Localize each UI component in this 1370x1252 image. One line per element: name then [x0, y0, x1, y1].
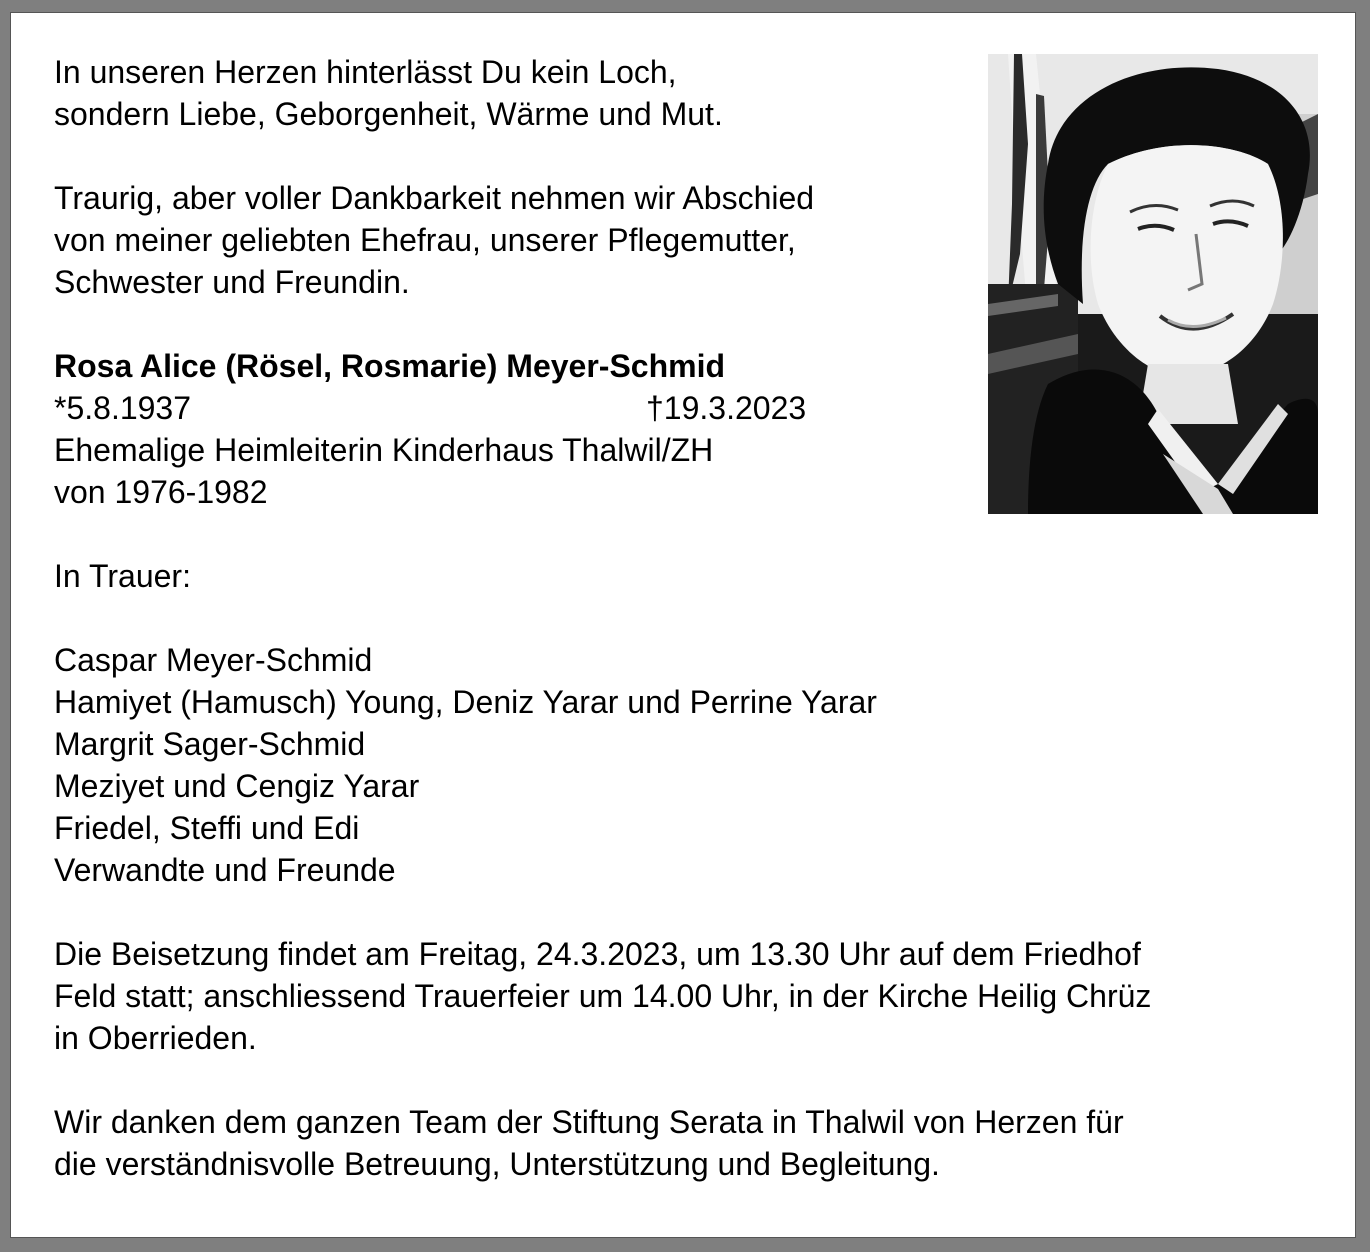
funeral-line-2: Feld statt; anschliessend Trauerfeier um 14.00 Uhr, in der Kirche Heilig Chrüz: [54, 978, 1152, 1014]
role-line-2: von 1976-1982: [54, 474, 268, 510]
farewell-line-2: von meiner geliebten Ehefrau, unserer Pflegemutter,: [54, 222, 796, 258]
thanks-line-2: die verständnisvolle Betreuung, Unterstützung und Begleitung.: [54, 1146, 940, 1182]
mourner-name: Meziyet und Cengiz Yarar: [54, 768, 420, 804]
mourner-name: Friedel, Steffi und Edi: [54, 810, 360, 846]
farewell-line-3: Schwester und Freundin.: [54, 264, 410, 300]
funeral-line-1: Die Beisetzung findet am Freitag, 24.3.2023, um 13.30 Uhr auf dem Friedhof: [54, 936, 1141, 972]
birth-date: *5.8.1937: [54, 390, 192, 426]
mourner-name: Verwandte und Freunde: [54, 852, 396, 888]
intro-line-1: In unseren Herzen hinterlässt Du kein Loch,: [54, 54, 677, 90]
mourners-heading: In Trauer:: [54, 558, 191, 594]
obituary-page: [10, 12, 1356, 1238]
thanks-line-1: Wir danken dem ganzen Team der Stiftung Serata in Thalwil von Herzen für: [54, 1104, 1124, 1140]
portrait-photo-icon: [988, 54, 1318, 514]
mourners-list: [54, 639, 1324, 891]
funeral-paragraph: [54, 933, 1324, 1059]
mourner-name: Margrit Sager-Schmid: [54, 726, 366, 762]
mourner-name: Hamiyet (Hamusch) Young, Deniz Yarar und Perrine Yarar: [54, 684, 877, 720]
intro-line-2: sondern Liebe, Geborgenheit, Wärme und Mut.: [54, 96, 723, 132]
thanks-paragraph: [54, 1101, 1324, 1185]
death-date: †19.3.2023: [646, 390, 807, 426]
role-line-1: Ehemalige Heimleiterin Kinderhaus Thalwil/ZH: [54, 432, 714, 468]
farewell-line-1: Traurig, aber voller Dankbarkeit nehmen wir Abschied: [54, 180, 815, 216]
funeral-line-3: in Oberrieden.: [54, 1020, 257, 1056]
mourner-name: Caspar Meyer-Schmid: [54, 642, 373, 678]
deceased-name: Rosa Alice (Rösel, Rosmarie) Meyer-Schmid: [54, 348, 726, 384]
